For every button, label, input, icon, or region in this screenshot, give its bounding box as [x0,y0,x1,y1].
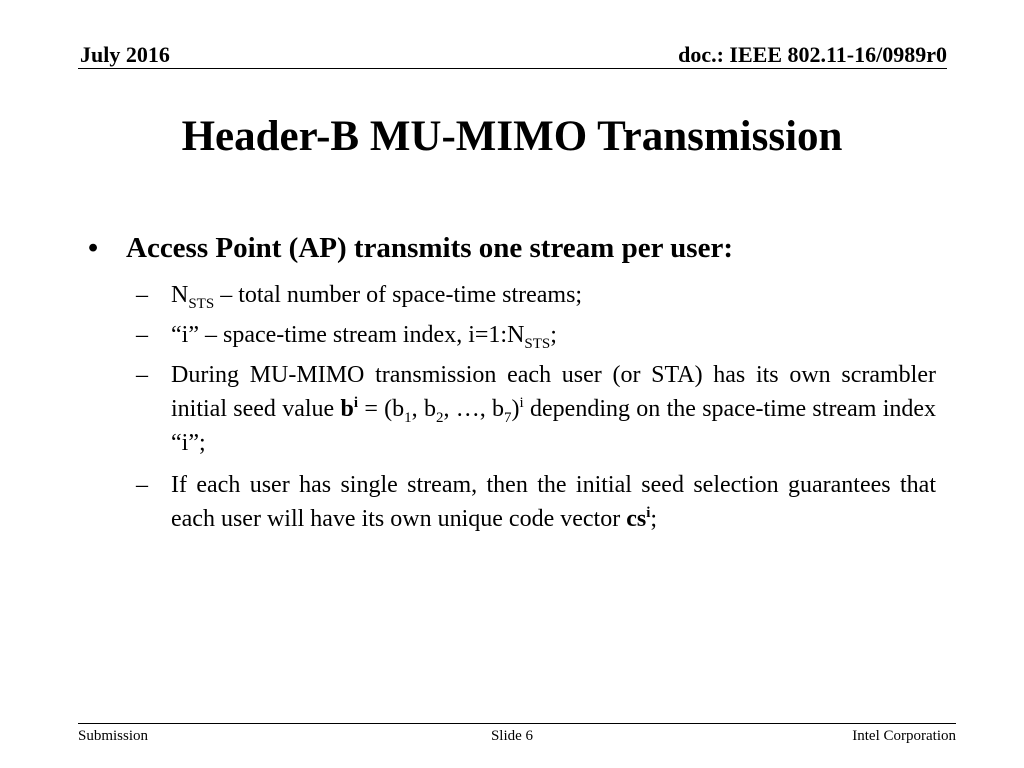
bullet-marker: • [88,232,99,264]
text-part: depending on the space-time stream index “i”; [171,396,937,456]
symbol-n: N [171,282,189,308]
subscript-1: 1 [404,409,412,426]
footer-divider [78,723,956,724]
code-vector-cs: cs [626,506,647,532]
superscript-i: i [646,505,651,521]
header-doc-id: doc.: IEEE 802.11-16/0989r0 [678,42,947,67]
sub-item-rest: – total number of space-time streams; [214,282,583,308]
text-part: , b [411,396,436,422]
dash-marker: – [136,472,148,498]
subscript-sts: STS [524,335,551,352]
sub-item-post: ; [550,322,557,348]
seed-vector-b: b [340,396,354,422]
subscript-2: 2 [435,409,444,426]
dash-marker: – [136,322,148,348]
dash-marker: – [136,282,148,308]
sub-item-text [171,278,936,312]
superscript-i: i [353,395,359,411]
text-part: ; [650,506,658,532]
text-part: ) [511,396,520,422]
header-divider [78,68,947,69]
subscript-sts: STS [188,295,215,312]
text-part: During MU-MIMO transmission each user (or STA) has its own scrambler initial seed value [171,362,936,422]
dash-marker: – [136,362,148,388]
sub-item-text [171,468,936,536]
slide-title: Header-B MU-MIMO Transmission [181,113,843,160]
sub-item-pre: “i” – space-time stream index, i=1:N [171,322,525,348]
sub-item-text [171,358,936,460]
main-bullet: Access Point (AP) transmits one stream per user: [126,232,733,264]
superscript-i: i [519,395,524,411]
footer-submission: Submission [78,728,149,744]
sub-item-text [171,318,936,352]
footer-slide-number: Slide 6 [490,728,534,744]
text-part: = (b [358,396,405,422]
text-part: If each user has single stream, then the initial seed selection guarantees that each user will have its own unique code vector [171,472,936,532]
header-date: July 2016 [80,42,170,67]
text-part: , …, b [443,396,505,422]
subscript-7: 7 [504,409,512,426]
footer-organization: Intel Corporation [852,728,956,744]
